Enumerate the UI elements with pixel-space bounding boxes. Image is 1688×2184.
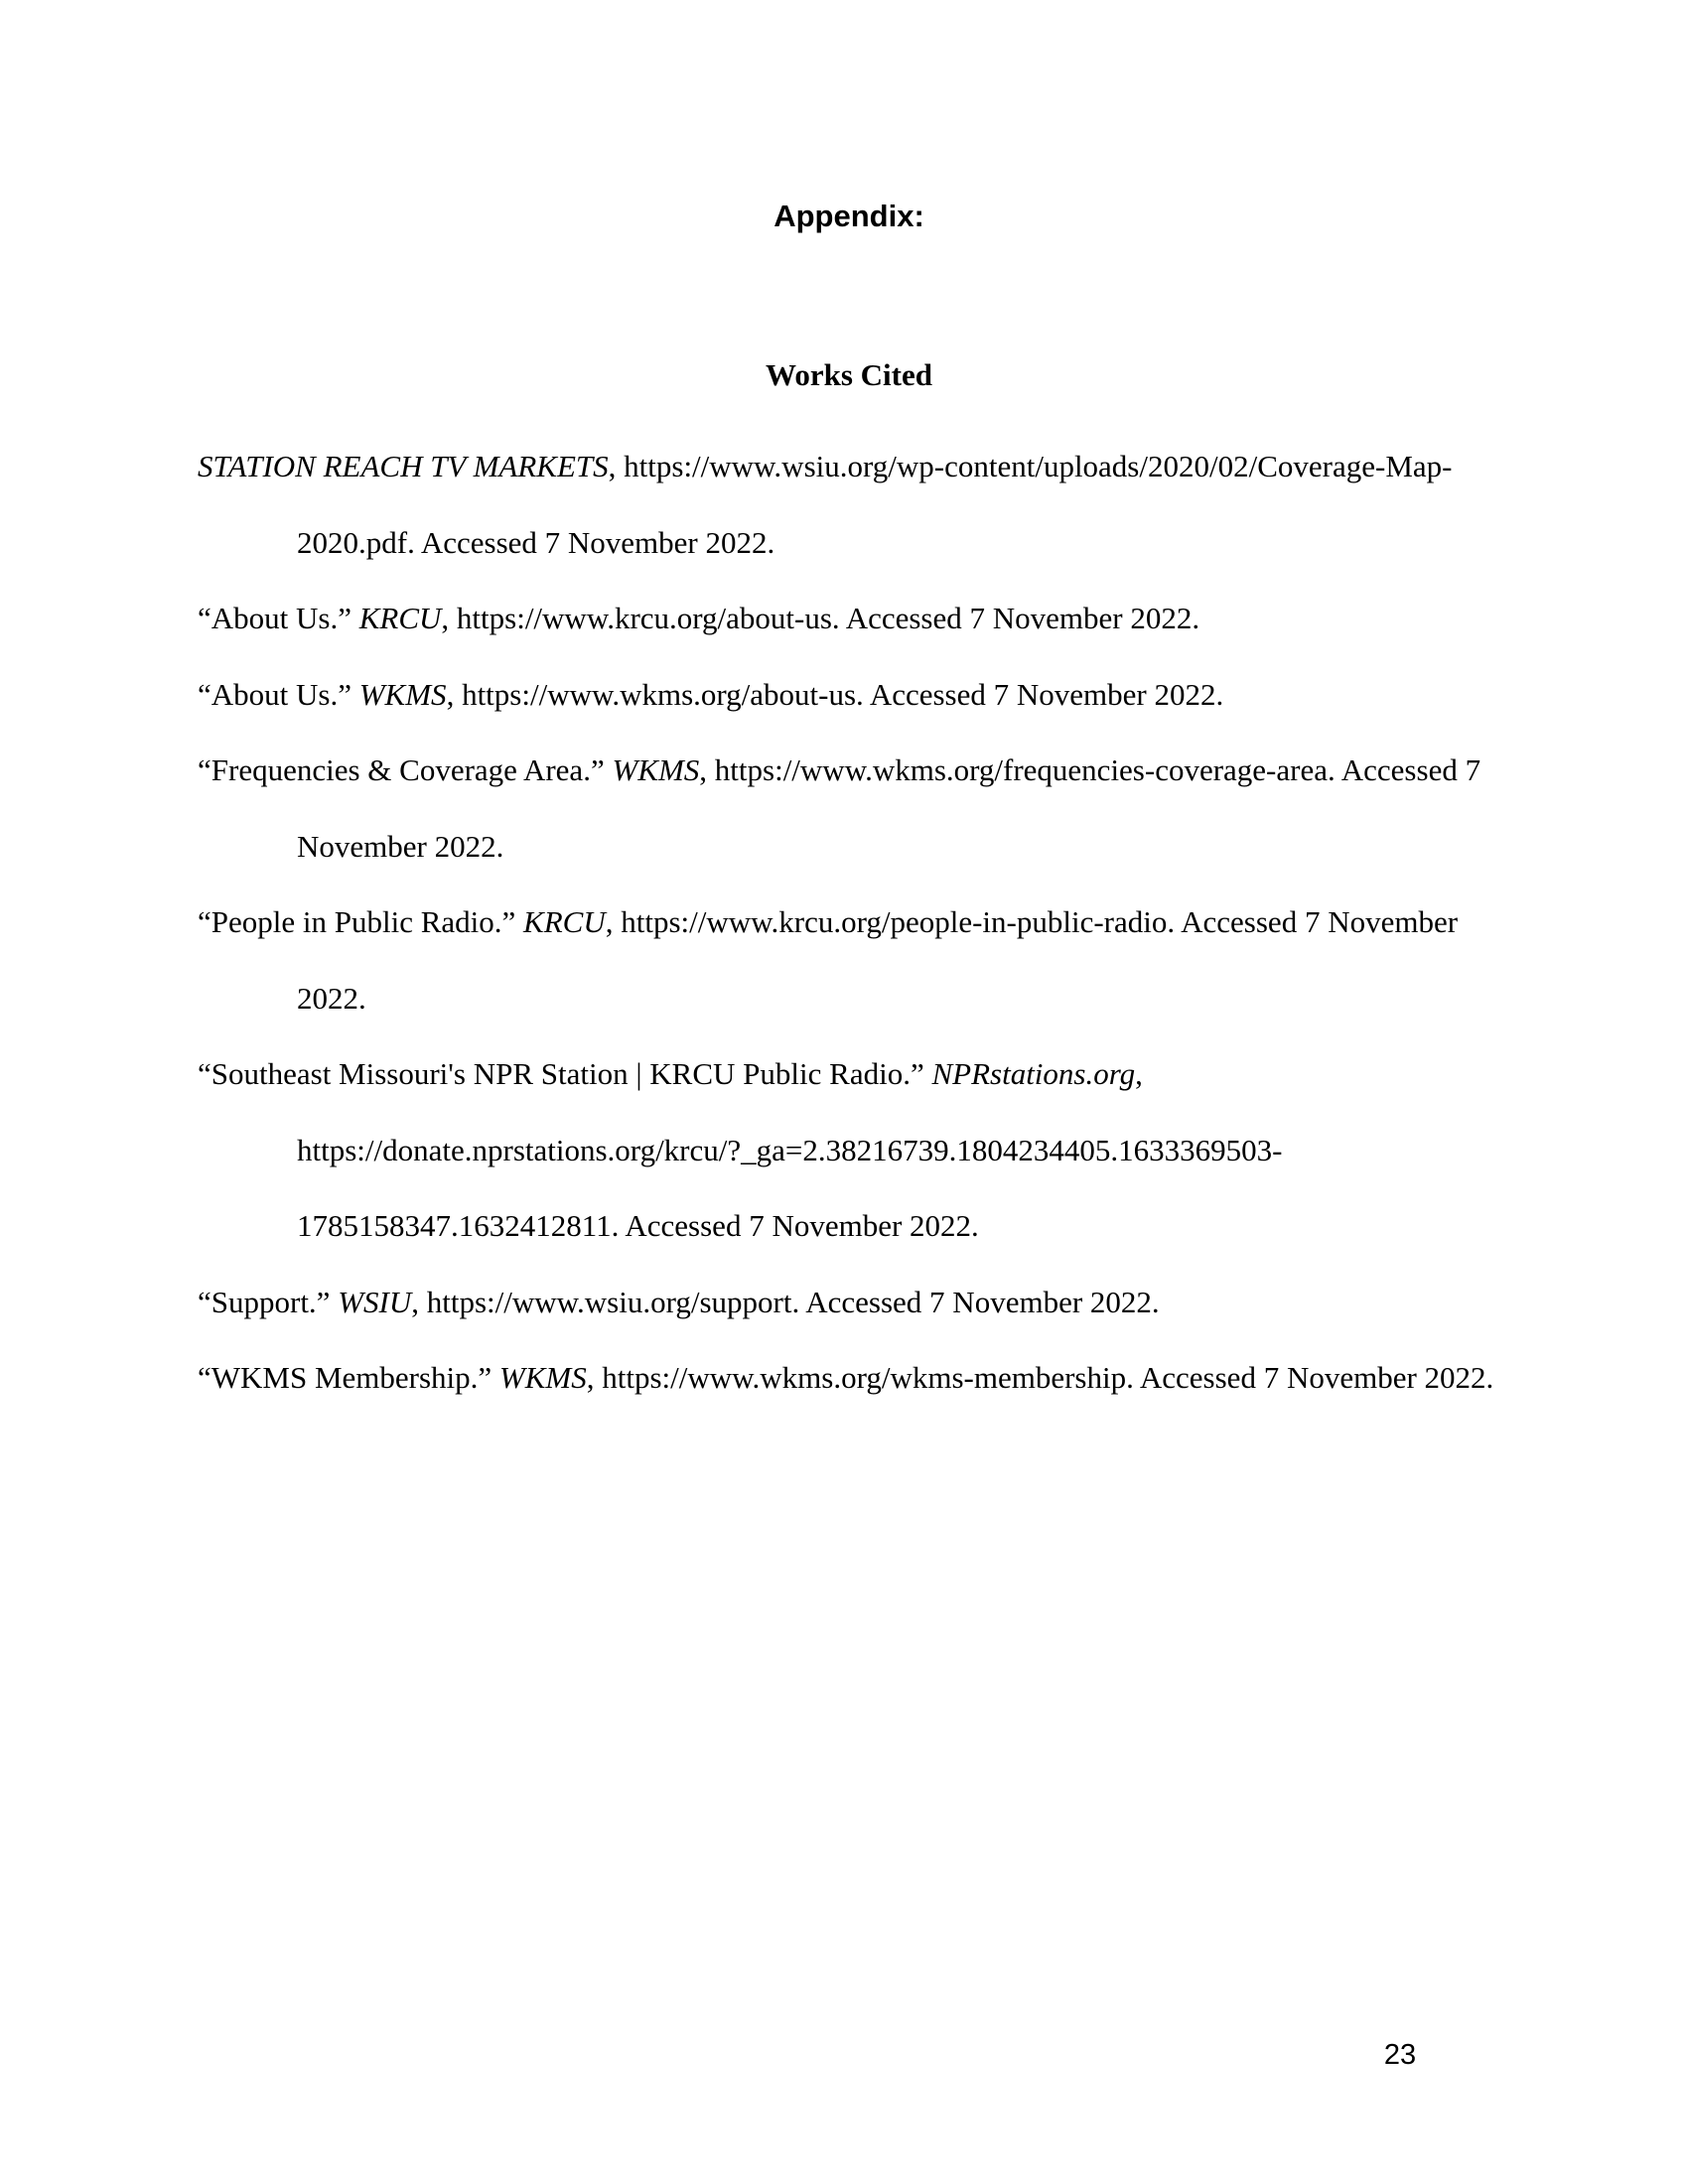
citation-source: STATION REACH TV MARKETS [198, 449, 609, 483]
citation-title: “People in Public Radio.” [198, 904, 524, 939]
citation-source: WKMS [498, 1360, 587, 1395]
citation-title: “Frequencies & Coverage Area.” [198, 752, 613, 787]
citation-details: , https://www.wsiu.org/support. Accessed 7 November 2022. [411, 1284, 1160, 1319]
citation-source: WSIU [338, 1284, 412, 1319]
citation-title: “Southeast Missouri's NPR Station | KRCU Public Radio.” [198, 1056, 932, 1091]
citation-entry [198, 429, 1498, 581]
citation-details: , https://www.wkms.org/about-us. Accessed 7 November 2022. [446, 676, 1224, 712]
citation-entry [198, 657, 1498, 734]
citation-details: , https://www.krcu.org/people-in-public-radio. Accessed 7 November 2022. [297, 904, 1459, 1016]
citation-entry [198, 581, 1498, 657]
citation-title: “WKMS Membership.” [198, 1360, 499, 1395]
citation-entry [198, 1340, 1498, 1417]
citation-source: KRCU [523, 904, 606, 939]
citation-title: “About Us.” [198, 601, 359, 635]
citation-source: KRCU [358, 601, 442, 635]
citation-entry [198, 1265, 1498, 1341]
citation-source: NPRstations.org [931, 1056, 1136, 1091]
citation-entry [198, 733, 1498, 885]
citation-details: , https://www.wsiu.org/wp-content/uploads/2020/02/Coverage-Map-2020.pdf. Accessed 7 November 2022. [297, 449, 1453, 560]
works-cited-heading: Works Cited [766, 357, 932, 392]
citation-source: WKMS [612, 752, 700, 787]
citation-entry [198, 1036, 1498, 1265]
page-number: 23 [1383, 2039, 1417, 2071]
citation-title: “About Us.” [198, 676, 359, 712]
citation-details: , https://www.wkms.org/wkms-membership. Accessed 7 November 2022. [586, 1360, 1494, 1395]
works-cited-list [198, 429, 1498, 1417]
citation-details: , https://donate.nprstations.org/krcu/?_ga=2.38216739.1804234405.1633369503-1785158347.1632412811. Accessed 7 November 2022. [297, 1056, 1283, 1243]
appendix-heading: Appendix: [774, 199, 924, 233]
citation-entry [198, 885, 1498, 1036]
citation-source: WKMS [358, 676, 447, 712]
citation-details: , https://www.wkms.org/frequencies-coverage-area. Accessed 7 November 2022. [297, 752, 1481, 864]
citation-title: “Support.” [198, 1284, 339, 1319]
citation-details: , https://www.krcu.org/about-us. Accessed 7 November 2022. [441, 601, 1200, 635]
